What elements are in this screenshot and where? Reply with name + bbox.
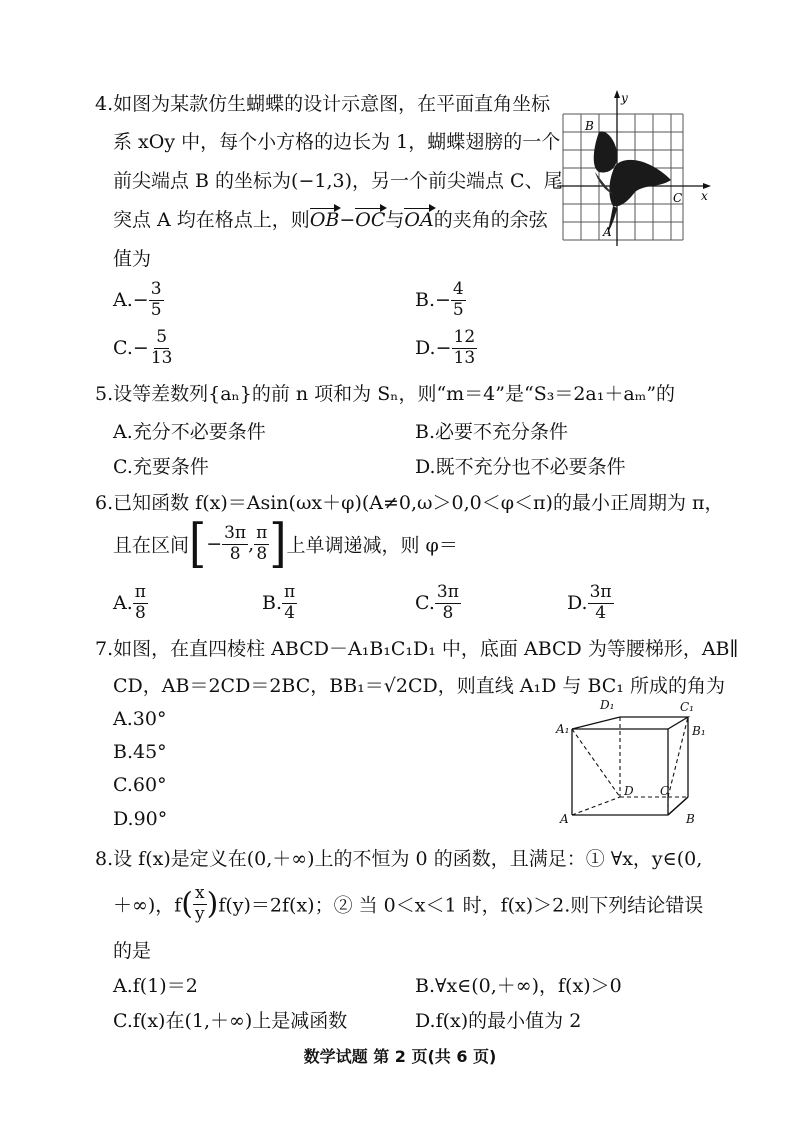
q7-option-d: D.90° bbox=[113, 808, 168, 830]
q7-option-c: C.60° bbox=[113, 774, 167, 796]
q8-line1: 8.设 f(x)是定义在(0,＋∞)上的不恒为 0 的函数，且满足：① ∀x，y∈(0, bbox=[95, 848, 703, 870]
q5-option-c: C.充要条件 bbox=[113, 456, 209, 478]
q4-line2: 系 xOy 中，每个小方格的边长为 1，蝴蝶翅膀的一个 bbox=[113, 131, 561, 153]
label-d1: D₁ bbox=[600, 698, 615, 712]
q4-line1: 4.如图为某款仿生蝴蝶的设计示意图，在平面直角坐标 bbox=[95, 93, 551, 115]
q5-option-a: A.充分不必要条件 bbox=[113, 421, 266, 443]
q6-option-a: A. $\frac{\pi}{8}$ bbox=[113, 582, 146, 623]
q7-line2: CD，AB＝2CD＝2BC，BB₁＝√2CD，则直线 A₁D 与 BC₁ 所成的角为 bbox=[113, 675, 725, 697]
label-a: A bbox=[603, 225, 612, 239]
vector-oa: OA bbox=[404, 209, 434, 231]
q8-option-c: C.f(x)在(1,＋∞)上是减函数 bbox=[113, 1010, 348, 1032]
label-y: y bbox=[621, 91, 628, 105]
q8-option-b: B.∀x∈(0,＋∞)，f(x)＞0 bbox=[415, 975, 622, 997]
butterfly-grid-figure bbox=[555, 88, 715, 258]
label-c1: C₁ bbox=[680, 700, 694, 714]
label-b1: B₁ bbox=[692, 724, 706, 738]
vector-oc: OC bbox=[355, 209, 386, 231]
q8-line2: ＋∞)，f( $\frac{x}{y}$ )f(y)＝2f(x)；② 当 0＜x＜1 时，f(x)＞2.则下列结论错误 bbox=[113, 883, 704, 924]
q7-line1: 7.如图，在直四棱柱 ABCD－A₁B₁C₁D₁ 中，底面 ABCD 为等腰梯形，AB∥ bbox=[95, 638, 739, 660]
q5-option-d: D.既不充分也不必要条件 bbox=[415, 456, 626, 478]
label-x: x bbox=[701, 189, 708, 203]
q4-option-a: A.− $\frac{3}{5}$ bbox=[113, 279, 162, 320]
q7-option-a: A.30° bbox=[113, 708, 167, 730]
q8-option-a: A.f(1)＝2 bbox=[113, 975, 198, 997]
q4-line3: 前尖端点 B 的坐标为(−1,3)，另一个前尖端点 C、尾 bbox=[113, 170, 563, 192]
q8-option-d: D.f(x)的最小值为 2 bbox=[415, 1010, 582, 1032]
q6-option-b: B. $\frac{\pi}{4}$ bbox=[262, 582, 296, 623]
label-a: A bbox=[560, 812, 569, 826]
q4-line5: 值为 bbox=[113, 248, 152, 270]
q4-line4: 突点 A 均在格点上，则OB−OC与OA的夹角的余弦 bbox=[113, 209, 548, 231]
label-b: B bbox=[585, 119, 594, 133]
q8-line3: 的是 bbox=[113, 940, 152, 962]
q7-option-b: B.45° bbox=[113, 741, 167, 763]
q6-line2: 且在区间[− $\frac{3\pi}{8}$ , $\frac{\pi}{8}$ ]上单调递减，则 φ＝ bbox=[113, 512, 458, 574]
q5-option-b: B.必要不充分条件 bbox=[415, 421, 569, 443]
prism-figure bbox=[550, 695, 725, 830]
label-b: B bbox=[686, 812, 695, 826]
q4-option-d: D.− $\frac{12}{13}$ bbox=[415, 327, 476, 368]
page-footer: 数学试题 第 2 页(共 6 页) bbox=[303, 1047, 497, 1066]
label-c: C bbox=[660, 784, 670, 798]
q6-option-d: D. $\frac{3\pi}{4}$ bbox=[567, 582, 612, 623]
label-a1: A₁ bbox=[556, 722, 570, 736]
q6-option-c: C. $\frac{3\pi}{8}$ bbox=[415, 582, 459, 623]
q4-option-b: B.− $\frac{4}{5}$ bbox=[415, 279, 464, 320]
label-c: C bbox=[673, 191, 683, 205]
q6-line1: 6.已知函数 f(x)＝Asin(ωx＋φ)(A≠0,ω＞0,0＜φ＜π)的最小正周期为 π， bbox=[95, 492, 724, 514]
label-d: D bbox=[624, 784, 634, 798]
q4-option-c: C.− $\frac{5}{13}$ bbox=[113, 327, 173, 368]
vector-ob: OB bbox=[309, 209, 340, 231]
q5-stem: 5.设等差数列{aₙ}的前 n 项和为 Sₙ，则“m＝4”是“S₃＝2a₁＋aₘ”的 bbox=[95, 383, 676, 405]
